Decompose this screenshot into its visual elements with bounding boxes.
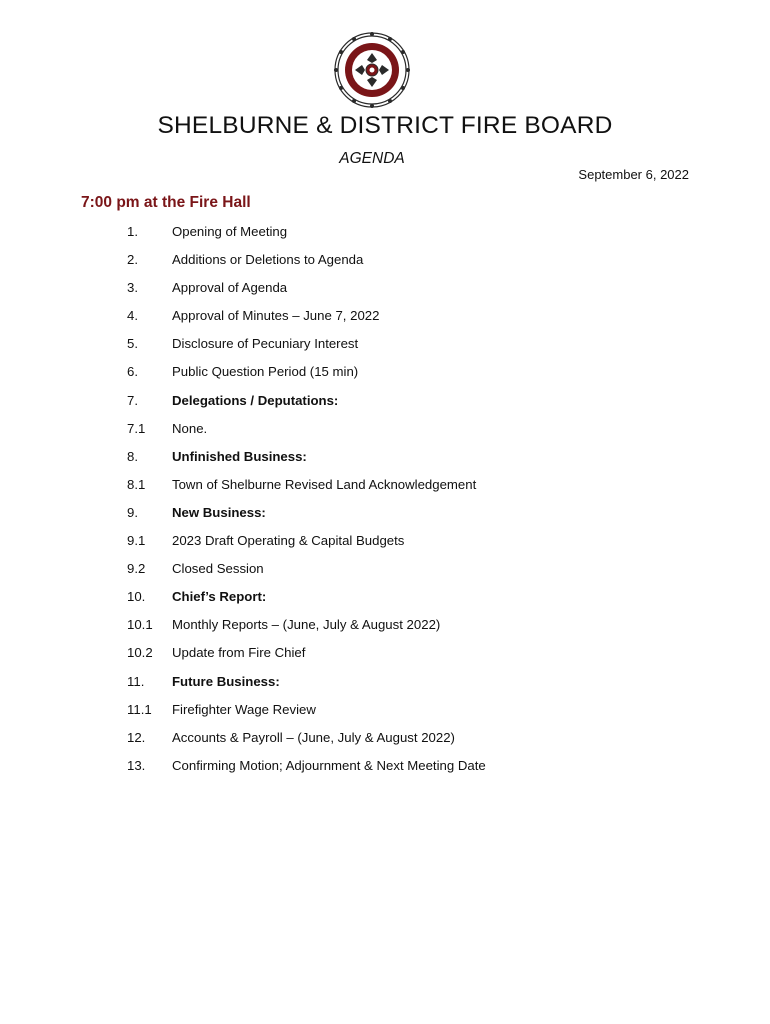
agenda-item-number: 9.2 <box>127 561 146 577</box>
fire-department-crest-icon <box>332 30 412 110</box>
agenda-item-text: Approval of Agenda <box>172 280 288 296</box>
agenda-item-number: 8.1 <box>127 476 146 492</box>
agenda-item <box>127 223 486 251</box>
agenda-item <box>127 673 486 701</box>
agenda-item-text: Town of Shelburne Revised Land Acknowledgement <box>172 476 477 492</box>
agenda-item <box>127 729 486 757</box>
agenda-item-text: 2023 Draft Operating & Capital Budgets <box>172 533 405 549</box>
agenda-item-number: 8. <box>127 448 138 464</box>
meeting-date: September 6, 2022 <box>578 167 689 182</box>
agenda-item <box>127 644 486 672</box>
agenda-item-text: Public Question Period (15 min) <box>172 364 359 380</box>
agenda-item-text: New Business: <box>172 504 266 520</box>
agenda-item-number: 6. <box>127 364 138 380</box>
agenda-item-number: 7. <box>127 392 138 408</box>
agenda-item-number: 11. <box>127 673 145 689</box>
agenda-item <box>127 279 486 307</box>
agenda-item <box>127 476 486 504</box>
agenda-item-text: Unfinished Business: <box>172 448 307 464</box>
agenda-item-text: Firefighter Wage Review <box>172 701 316 717</box>
agenda-item <box>127 532 486 560</box>
agenda-item-number: 11.1 <box>127 701 152 717</box>
agenda-item <box>127 701 486 729</box>
agenda-item-number: 7.1 <box>127 420 146 436</box>
agenda-item <box>127 307 486 335</box>
agenda-item-text: Chief’s Report: <box>172 589 267 605</box>
agenda-item-text: None. <box>172 420 208 436</box>
agenda-item <box>127 560 486 588</box>
agenda-item-number: 9. <box>127 504 138 520</box>
agenda-item <box>127 448 486 476</box>
agenda-item-text: Update from Fire Chief <box>172 645 306 661</box>
agenda-item-text: Confirming Motion; Adjournment & Next Meeting Date <box>172 757 486 773</box>
agenda-item-number: 10.2 <box>127 645 153 661</box>
agenda-item <box>127 335 486 363</box>
agenda-item-number: 2. <box>127 252 138 268</box>
agenda-item-number: 9.1 <box>127 533 146 549</box>
agenda-item <box>127 420 486 448</box>
agenda-item-number: 13. <box>127 757 146 773</box>
agenda-item-text: Additions or Deletions to Agenda <box>172 252 364 268</box>
agenda-item-text: Future Business: <box>172 673 280 689</box>
agenda-item-number: 4. <box>127 308 138 324</box>
document-title: SHELBURNE & DISTRICT FIRE BOARD <box>157 112 613 139</box>
agenda-item-number: 10. <box>127 589 146 605</box>
agenda-item <box>127 392 486 420</box>
agenda-item-number: 10.1 <box>127 617 153 633</box>
agenda-item <box>127 504 486 532</box>
agenda-item-text: Opening of Meeting <box>172 224 288 239</box>
agenda-item <box>127 588 486 616</box>
agenda-item-number: 3. <box>127 280 138 296</box>
meeting-time-location: 7:00 pm at the Fire Hall <box>81 194 251 211</box>
agenda-list <box>127 223 486 785</box>
agenda-item-text: Accounts & Payroll – (June, July & August 2022) <box>172 729 455 745</box>
agenda-item-text: Delegations / Deputations: <box>172 392 339 408</box>
agenda-item-number: 1. <box>127 224 138 239</box>
agenda-item <box>127 363 486 391</box>
agenda-item <box>127 757 486 785</box>
agenda-item-number: 5. <box>127 336 138 352</box>
agenda-item <box>127 616 486 644</box>
document-subtitle: AGENDA <box>339 150 405 167</box>
agenda-item-text: Closed Session <box>172 561 264 577</box>
agenda-item <box>127 251 486 279</box>
agenda-item-text: Monthly Reports – (June, July & August 2022) <box>172 617 441 633</box>
agenda-item-text: Approval of Minutes – June 7, 2022 <box>172 308 380 324</box>
agenda-item-number: 12. <box>127 729 146 745</box>
agenda-item-text: Disclosure of Pecuniary Interest <box>172 336 359 352</box>
